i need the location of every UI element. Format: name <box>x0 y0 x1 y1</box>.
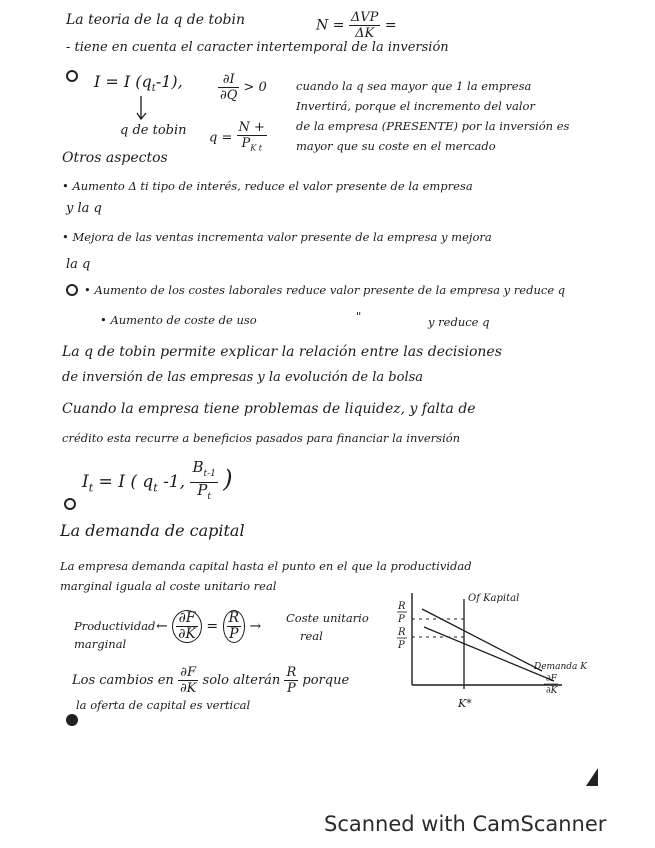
cambios-num: ∂F <box>178 665 198 681</box>
inv-formula-right: -1), <box>155 72 183 91</box>
bullet-4-left: • Aumento de coste de uso <box>100 313 257 327</box>
bullet-1: • Aumento Δ ti tipo de interés, reduce el valor presente de la empresa <box>62 179 473 193</box>
deriv-num: ∂I <box>218 72 239 88</box>
y-label-top-num: R <box>398 601 406 612</box>
cambios-mid: solo alterán <box>202 673 281 688</box>
it-left: I <box>82 472 89 492</box>
tobin-formula-intro: N = <box>316 17 345 34</box>
paragraph-2-line-1: Cuando la empresa tiene problemas de liquidez, y falta de <box>62 401 476 417</box>
pm-den: ∂K <box>178 626 196 642</box>
cambios-left: Los cambios en <box>72 673 174 688</box>
line-intertemporal: - tiene en cuenta el caracter intertemporal de la inversión <box>66 40 449 55</box>
right-arrow-icon: → <box>249 618 262 635</box>
demanda-frac-den: ∂K <box>546 686 558 696</box>
tobin-formula-end: = <box>384 17 397 34</box>
productividad-label-2: marginal <box>74 637 127 651</box>
bullet-3: • Aumento de los costes laborales reduce valor presente de la empresa y reduce q <box>84 283 566 297</box>
q-de-tobin-label: q de tobin <box>120 123 187 138</box>
inv-formula-sub: t <box>151 83 156 95</box>
paragraph-1-line-1: La q de tobin permite explicar la relación entre las decisiones <box>62 344 502 360</box>
deriv-gt: > 0 <box>243 80 267 95</box>
y-label-mid-num: R <box>398 627 406 638</box>
it-close: ) <box>223 465 233 493</box>
it-frac-den: P <box>197 481 208 499</box>
cambios-fnum: R <box>286 665 297 680</box>
q-def-den: P <box>241 136 251 151</box>
paragraph-1-line-2: de inversión de las empresas y la evolución de la bolsa <box>62 370 424 385</box>
it-frac-num: B <box>192 458 204 476</box>
bullet-4-right: y reduce q <box>428 315 490 329</box>
cambios-right: porque <box>302 673 350 688</box>
demanda-line-2: marginal iguala al coste unitario real <box>60 579 277 593</box>
explanation-line-3: de la empresa (PRESENTE) por la inversión es <box>296 119 570 133</box>
scanner-watermark: Scanned with CamScanner <box>324 812 607 836</box>
y-label-mid-den: P <box>398 640 405 651</box>
q-def-left: q = <box>209 130 233 146</box>
explanation-line-1: cuando la q sea mayor que 1 la empresa <box>296 79 532 93</box>
q-def-den-sub: K t <box>250 143 262 153</box>
bullet-2-continuation: la q <box>66 257 91 272</box>
paragraph-2-line-2: crédito esta recurre a beneficios pasados para financiar la inversión <box>62 431 461 445</box>
coste-unitario-label-1: Coste unitario <box>286 611 369 625</box>
y-label-top-den: P <box>398 614 405 625</box>
demand-curve-2 <box>424 627 554 681</box>
cu-den: P <box>229 626 239 642</box>
tobin-formula-den: ΔK <box>355 26 375 41</box>
demanda-label: Demanda K <box>534 662 587 672</box>
it-mid2: -1, <box>163 472 186 492</box>
binder-hole <box>66 284 78 296</box>
binder-hole <box>64 498 76 510</box>
bullet-1-continuation: y la q <box>66 201 102 216</box>
deriv-den: ∂Q <box>220 88 238 103</box>
cambios-line-2: la oferta de capital es vertical <box>76 698 251 712</box>
q-def-num: N + <box>238 120 265 135</box>
bullet-4-ditto: " <box>356 309 362 323</box>
tobin-formula <box>316 10 397 41</box>
demanda-line-1: La empresa demanda capital hasta el punto en el que la productividad <box>60 559 472 573</box>
it-mid: = I ( q <box>98 472 154 492</box>
it-frac-den-sub: t <box>207 492 211 502</box>
inv-formula-left: I = I (q <box>94 72 152 91</box>
bullet-2: • Mejora de las ventas incrementa valor presente de la empresa y mejora <box>62 230 492 244</box>
equilibrium-formula <box>156 610 261 643</box>
tobin-formula-num: ΔVP <box>350 10 379 25</box>
derivative-formula <box>218 72 267 103</box>
productividad-label-1: Productividad <box>74 619 156 633</box>
pm-eq: = <box>206 618 219 635</box>
demand-curve-1 <box>422 609 542 671</box>
cu-num: R <box>228 610 240 626</box>
cambios-den: ∂K <box>179 681 197 696</box>
pm-num: ∂F <box>176 611 198 627</box>
demanda-heading: La demanda de capital <box>60 521 245 540</box>
binder-hole <box>66 70 78 82</box>
explanation-line-4: mayor que su coste en el mercado <box>296 139 496 153</box>
oferta-label: Of Kapital <box>468 593 520 604</box>
page-corner-mark <box>584 766 600 788</box>
heading: La teoria de la q de tobin <box>66 12 245 28</box>
it-mid-sub: t <box>153 481 158 495</box>
cambios-line-1 <box>72 665 349 696</box>
q-definition <box>209 120 267 156</box>
it-left-sub: t <box>88 481 94 495</box>
down-arrow-icon <box>135 94 155 124</box>
coste-unitario-label-2: real <box>300 629 323 643</box>
x-label: K* <box>458 697 472 710</box>
it-formula <box>82 460 233 505</box>
binder-hole-filled <box>66 714 78 726</box>
investment-formula <box>94 72 183 94</box>
capital-graph <box>392 585 592 715</box>
it-frac-num-sub: t-1 <box>203 469 216 479</box>
left-arrow-icon: ← <box>156 618 168 635</box>
explanation-line-2: Invertirá, porque el incremento del valor <box>296 99 535 113</box>
otros-aspectos: Otros aspectos <box>62 150 168 166</box>
cambios-fden: P <box>286 681 296 696</box>
demanda-frac-num: ∂F <box>546 674 557 684</box>
